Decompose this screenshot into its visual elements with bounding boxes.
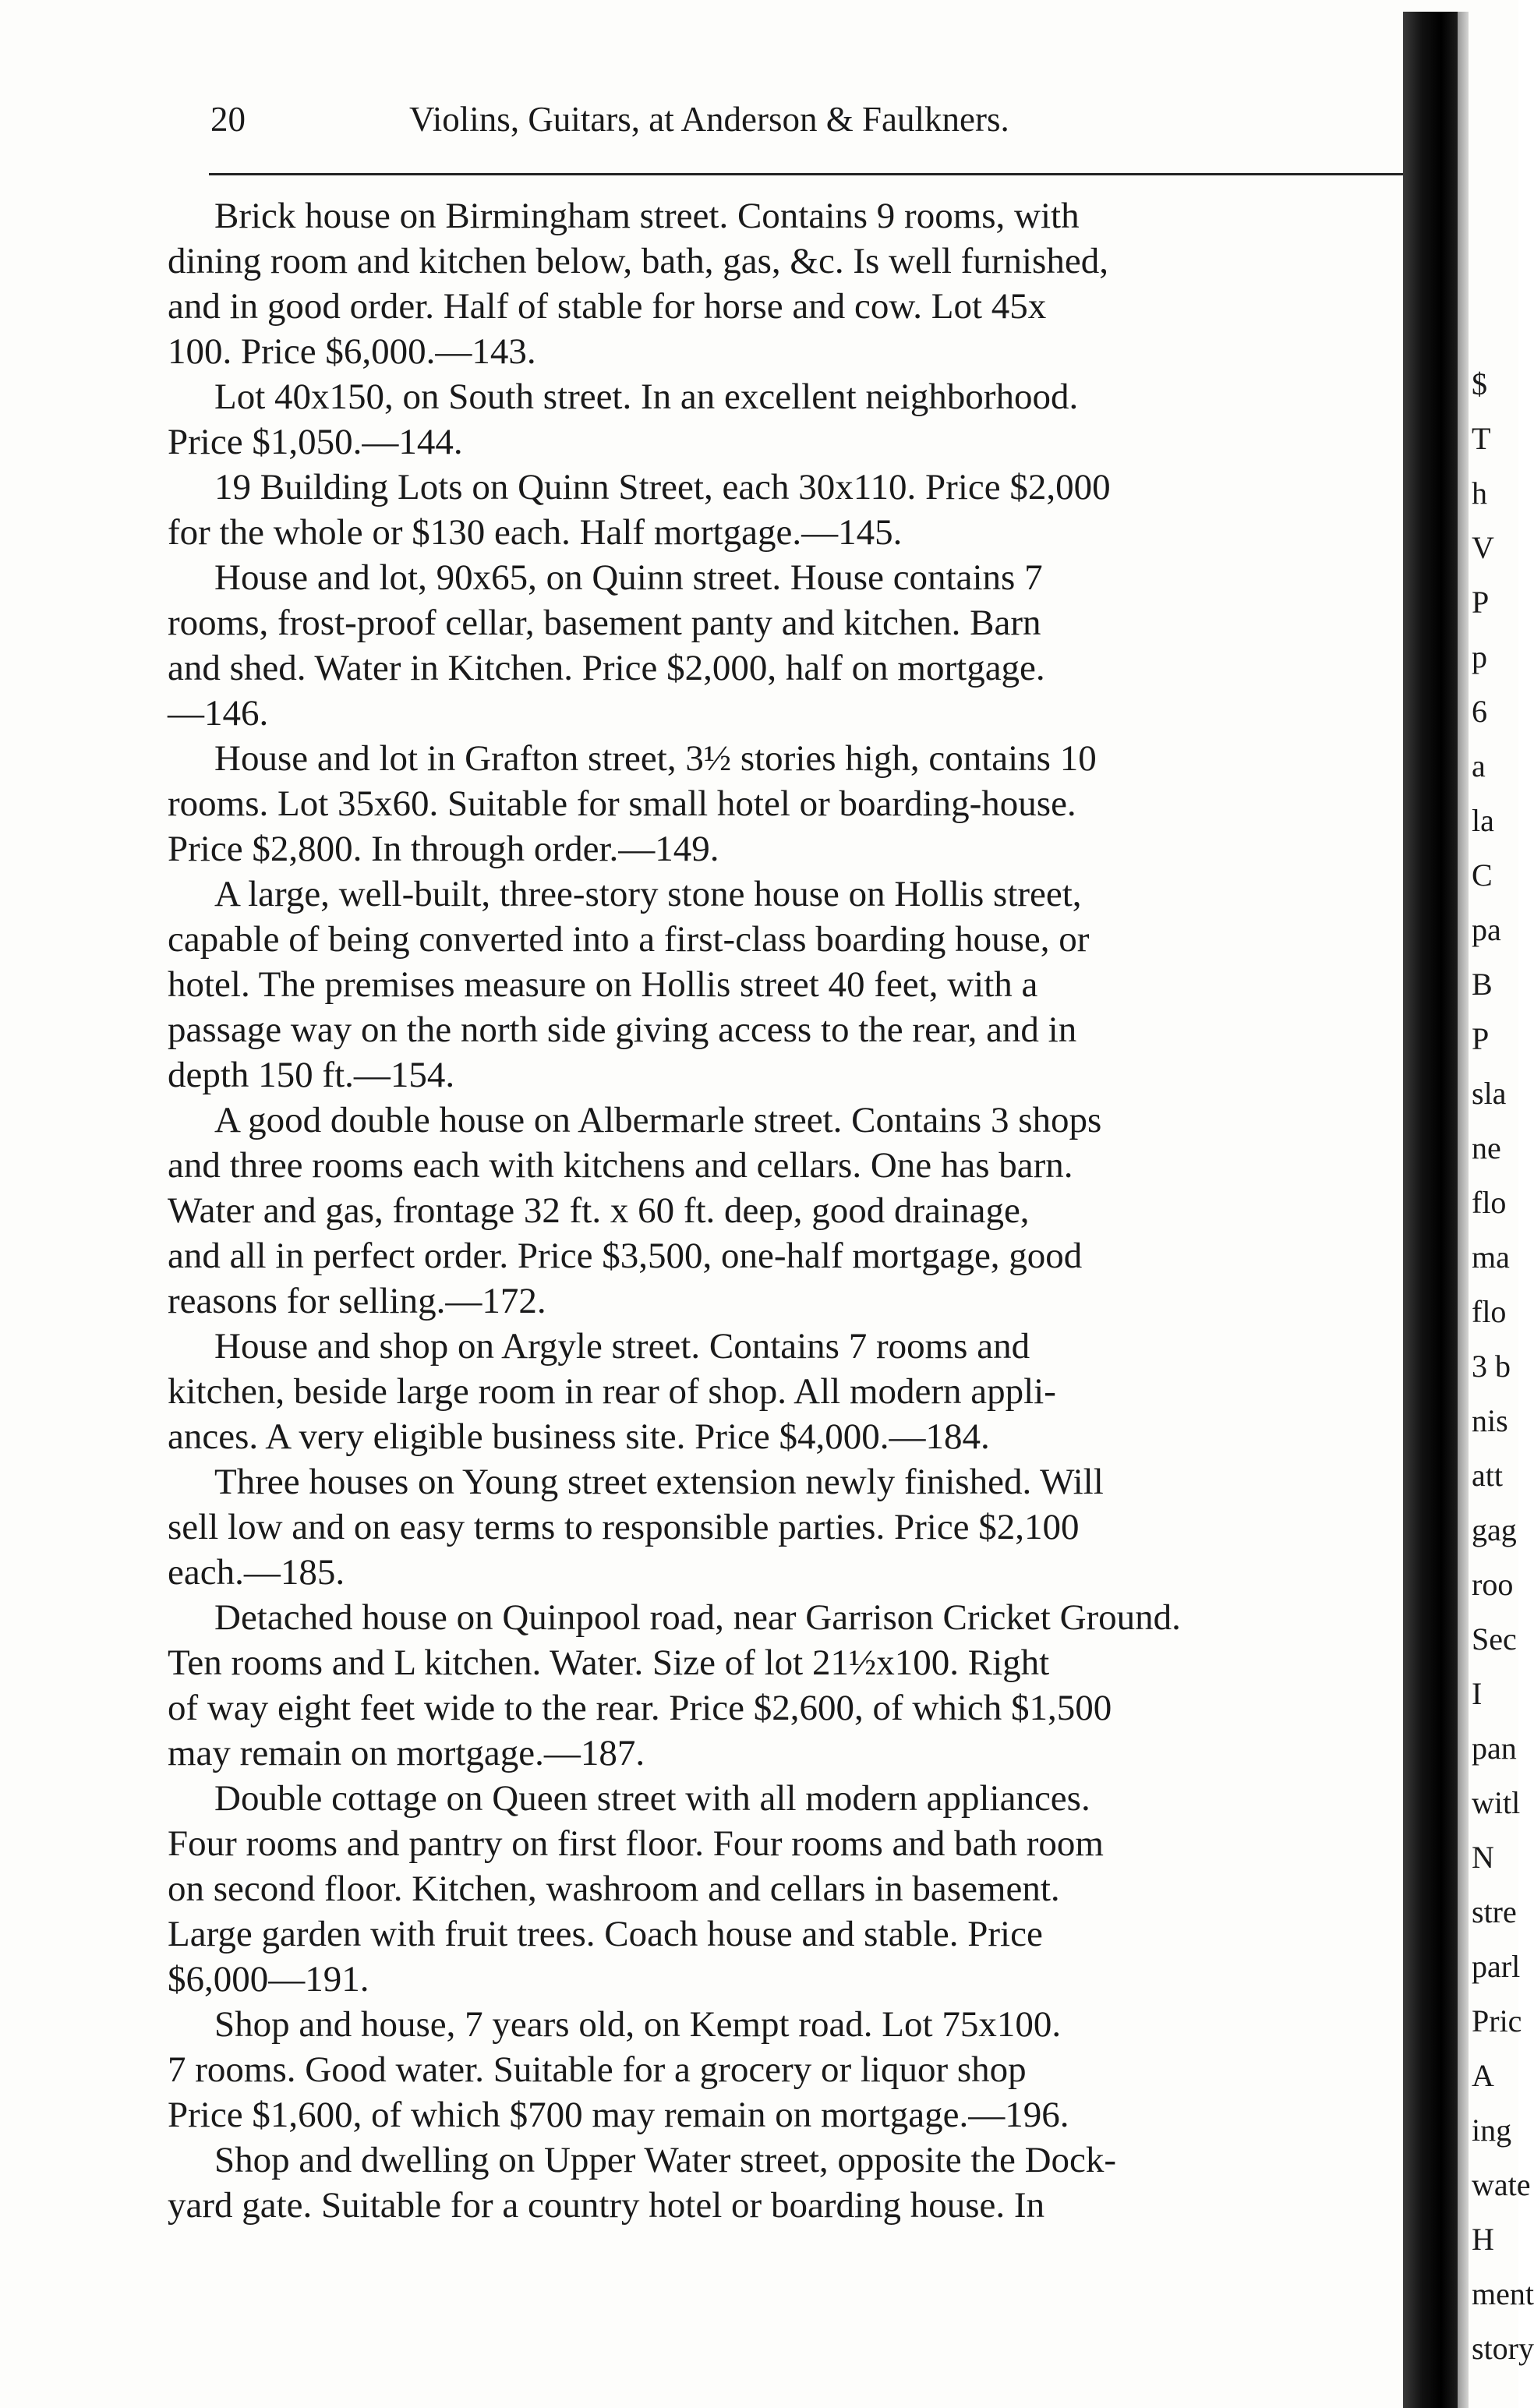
facing-page-fragment: gag <box>1472 1512 1517 1547</box>
listing-first-line: Three houses on Young street extension newly finished. Will <box>214 1462 1104 1502</box>
facing-page-fragment: ing <box>1472 2113 1512 2148</box>
facing-page-fragment: T <box>1472 421 1491 456</box>
facing-page-fragment: la <box>1472 803 1494 838</box>
facing-page-fragment: pa <box>1472 912 1501 947</box>
facing-page-fragment: ment <box>1472 2276 1534 2311</box>
listing-entry <box>168 736 1415 872</box>
page-number: 20 <box>210 100 246 139</box>
listing-line: 7 rooms. Good water. Suitable for a grocery or liquor shop <box>168 2049 1027 2090</box>
listing-first-line: Brick house on Birmingham street. Contains 9 rooms, with <box>214 196 1080 236</box>
listing-first-line: Shop and house, 7 years old, on Kempt road. Lot 75x100. <box>214 2004 1062 2045</box>
listing-line: kitchen, beside large room in rear of shop. All modern appli- <box>168 1371 1056 1412</box>
listing-line: and all in perfect order. Price $3,500, one-half mortgage, good <box>168 1236 1083 1276</box>
listing-entry <box>168 872 1415 1098</box>
listing-line: Four rooms and pantry on first floor. Four rooms and bath room <box>168 1823 1104 1864</box>
facing-page-fragment: ma <box>1472 1239 1510 1275</box>
facing-page-fragment: I <box>1472 1676 1483 1711</box>
listing-first-line: House and lot, 90x65, on Quinn street. House contains 7 <box>214 557 1043 598</box>
listing-first-line: Detached house on Quinpool road, near Garrison Cricket Ground. <box>214 1597 1181 1638</box>
listing-entry <box>168 374 1415 465</box>
listing-first-line: House and shop on Argyle street. Contains 7 rooms and <box>214 1326 1030 1367</box>
facing-page-fragment: Pric <box>1472 2003 1522 2038</box>
facing-page-fragment: H <box>1472 2222 1494 2257</box>
listing-line: sell low and on easy terms to responsible parties. Price $2,100 <box>168 1507 1080 1547</box>
listing-line: each.—185. <box>168 1552 345 1593</box>
listing-entry <box>168 2002 1415 2137</box>
listing-first-line: Double cottage on Queen street with all modern appliances. <box>214 1778 1090 1819</box>
facing-page-fragment: nis <box>1472 1403 1508 1438</box>
listing-line: and in good order. Half of stable for horse and cow. Lot 45x <box>168 286 1047 327</box>
facing-page-fragment: witl <box>1472 1785 1521 1820</box>
facing-page-fragment: flo <box>1472 1185 1507 1220</box>
listing-first-line: 19 Building Lots on Quinn Street, each 30x110. Price $2,000 <box>214 467 1111 507</box>
listing-line: passage way on the north side giving access to the rear, and in <box>168 1010 1077 1050</box>
listing-line: Price $1,600, of which $700 may remain on mortgage.—196. <box>168 2095 1069 2135</box>
listing-line: dining room and kitchen below, bath, gas, &c. Is well furnished, <box>168 241 1108 281</box>
listing-line: Large garden with fruit trees. Coach house and stable. Price <box>168 1914 1043 1954</box>
listing-line: $6,000—191. <box>168 1959 369 2000</box>
facing-page-fragment: wate <box>1472 2167 1531 2202</box>
facing-page-fragment: h <box>1472 476 1487 511</box>
facing-page-fragment: 6 <box>1472 694 1487 729</box>
facing-page-fragment: B <box>1472 967 1493 1002</box>
listing-line: may remain on mortgage.—187. <box>168 1733 645 1773</box>
listing-line: depth 150 ft.—154. <box>168 1055 455 1095</box>
listings-column <box>168 193 1415 2228</box>
listing-line: Price $2,800. In through order.—149. <box>168 829 719 869</box>
listing-line: —146. <box>168 693 269 734</box>
listing-entry <box>168 465 1415 555</box>
facing-page-fragment: pan <box>1472 1731 1517 1766</box>
facing-page-fragment: N <box>1472 1840 1494 1875</box>
listing-line: of way eight feet wide to the rear. Price $2,600, of which $1,500 <box>168 1688 1112 1728</box>
listing-line: Ten rooms and L kitchen. Water. Size of lot 21½x100. Right <box>168 1642 1050 1683</box>
listing-first-line: Lot 40x150, on South street. In an excellent neighborhood. <box>214 377 1079 417</box>
facing-page-fragment: P <box>1472 585 1490 620</box>
listing-line: and three rooms each with kitchens and cellars. One has barn. <box>168 1145 1073 1186</box>
facing-page-fragment: C <box>1472 857 1493 893</box>
facing-page-fragment: stre <box>1472 1894 1517 1929</box>
listing-line: yard gate. Suitable for a country hotel or boarding house. In <box>168 2185 1045 2226</box>
running-title: Violins, Guitars, at Anderson & Faulkners. <box>409 100 1009 139</box>
facing-page-fragment: 3 b <box>1472 1349 1511 1384</box>
header-rule <box>209 173 1421 175</box>
listing-first-line: A good double house on Albermarle street. Contains 3 shops <box>214 1100 1102 1140</box>
facing-page-fragment: a <box>1472 748 1486 783</box>
listing-line: reasons for selling.—172. <box>168 1281 546 1321</box>
listing-line: Price $1,050.—144. <box>168 422 463 462</box>
facing-page-fragment: Sec <box>1472 1621 1517 1657</box>
facing-page-fragment: ne <box>1472 1130 1501 1165</box>
listing-line: on second floor. Kitchen, washroom and cellars in basement. <box>168 1869 1060 1909</box>
binding-gutter <box>1403 12 1458 2408</box>
listing-line: and shed. Water in Kitchen. Price $2,000, half on mortgage. <box>168 648 1045 688</box>
facing-page-fragment: sla <box>1472 1076 1507 1111</box>
facing-page-fragment: parl <box>1472 1949 1521 1984</box>
listing-line: 100. Price $6,000.—143. <box>168 331 536 372</box>
page-header <box>210 92 1426 147</box>
listing-line: rooms, frost-proof cellar, basement panty and kitchen. Barn <box>168 603 1041 643</box>
listing-line: rooms. Lot 35x60. Suitable for small hotel or boarding-house. <box>168 783 1076 824</box>
gutter-shadow <box>1458 12 1469 2408</box>
listing-line: hotel. The premises measure on Hollis street 40 feet, with a <box>168 964 1038 1005</box>
facing-page-fragment: p <box>1472 639 1487 674</box>
facing-page-fragment: att <box>1472 1458 1503 1493</box>
facing-page-edge <box>1472 0 1534 2408</box>
listing-first-line: House and lot in Grafton street, 3½ stories high, contains 10 <box>214 738 1097 779</box>
facing-page-fragment: V <box>1472 530 1494 565</box>
listing-line: capable of being converted into a first-class boarding house, or <box>168 919 1090 960</box>
facing-page-fragment: $ <box>1472 366 1487 401</box>
facing-page-fragment: P <box>1472 1021 1490 1056</box>
listing-entry <box>168 1595 1415 1776</box>
listing-entry <box>168 193 1415 374</box>
listing-entry <box>168 2137 1415 2228</box>
facing-page-fragment: story <box>1472 2331 1534 2366</box>
listing-entry <box>168 1324 1415 1459</box>
listing-first-line: Shop and dwelling on Upper Water street, opposite the Dock- <box>214 2140 1117 2180</box>
listing-entry <box>168 1098 1415 1324</box>
facing-page-fragment: roo <box>1472 1567 1514 1602</box>
facing-page-fragment: flo <box>1472 1294 1507 1329</box>
listing-entry <box>168 1459 1415 1595</box>
listing-line: for the whole or $130 each. Half mortgage.—145. <box>168 512 903 553</box>
listing-entry <box>168 1776 1415 2002</box>
listing-line: ances. A very eligible business site. Price $4,000.—184. <box>168 1416 990 1457</box>
listing-first-line: A large, well-built, three-story stone house on Hollis street, <box>214 874 1082 914</box>
listing-line: Water and gas, frontage 32 ft. x 60 ft. deep, good drainage, <box>168 1190 1030 1231</box>
facing-page-fragment: A <box>1472 2058 1494 2093</box>
listing-entry <box>168 555 1415 736</box>
